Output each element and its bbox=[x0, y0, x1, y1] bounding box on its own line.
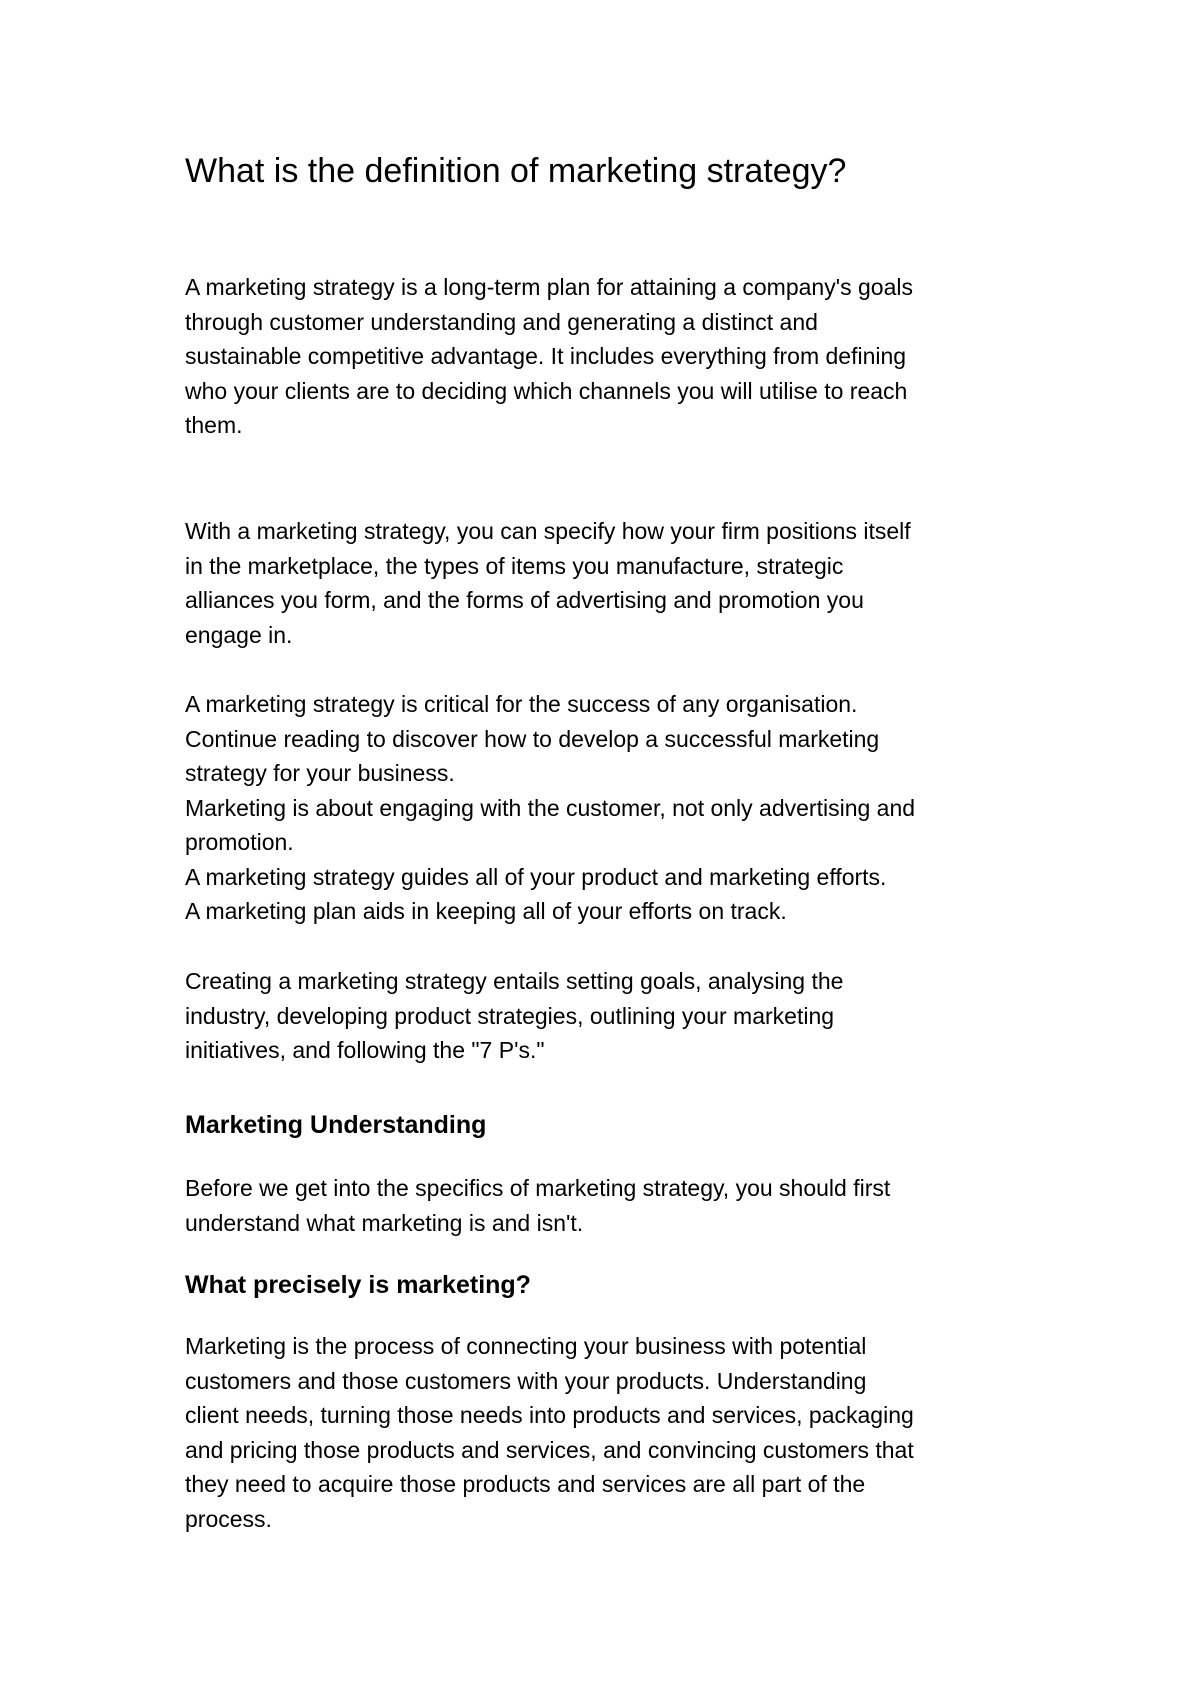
paragraph-line: process. bbox=[185, 1505, 272, 1532]
paragraph-line: strategy for your business. bbox=[185, 760, 455, 786]
section-heading-marketing-understanding: Marketing Understanding bbox=[185, 1111, 487, 1139]
paragraph-line: customers and those customers with your products. Understanding bbox=[185, 1367, 867, 1394]
page-title: What is the definition of marketing strategy? bbox=[185, 152, 847, 190]
paragraph-line: engage in. bbox=[185, 621, 293, 648]
paragraph-line: A marketing strategy guides all of your product and marketing efforts. bbox=[185, 863, 887, 890]
paragraph-line: in the marketplace, the types of items you manufacture, strategic bbox=[185, 552, 844, 579]
section-heading-what-is-marketing: What precisely is marketing? bbox=[185, 1271, 531, 1299]
paragraph-line: initiatives, and following the "7 P's." bbox=[185, 1037, 545, 1063]
paragraph-line: alliances you form, and the forms of advertising and promotion you bbox=[185, 587, 864, 613]
paragraph-line: A marketing strategy is a long-term plan for attaining a company's goals bbox=[185, 274, 913, 300]
paragraph-line: With a marketing strategy, you can specify how your firm positions itself bbox=[185, 518, 911, 544]
paragraph-line: who your clients are to deciding which channels you will utilise to reach bbox=[185, 377, 908, 404]
paragraph-positioning bbox=[185, 514, 1055, 652]
paragraph-definition bbox=[185, 270, 1055, 443]
paragraph-line: sustainable competitive advantage. It includes everything from defining bbox=[185, 343, 907, 369]
paragraph-line: Creating a marketing strategy entails setting goals, analysing the bbox=[185, 968, 844, 994]
paragraph-line: Before we get into the specifics of marketing strategy, you should first bbox=[185, 1175, 891, 1201]
paragraph-understanding bbox=[185, 1171, 1055, 1240]
paragraph-line: client needs, turning those needs into products and services, packaging bbox=[185, 1402, 914, 1428]
paragraph-creating bbox=[185, 964, 1055, 1068]
paragraph-line: through customer understanding and generating a distinct and bbox=[185, 308, 818, 335]
paragraph-line: Marketing is about engaging with the customer, not only advertising and bbox=[185, 794, 916, 821]
paragraph-line: Continue reading to discover how to develop a successful marketing bbox=[185, 725, 880, 752]
paragraph-line: A marketing plan aids in keeping all of your efforts on track. bbox=[185, 898, 787, 924]
paragraph-line: Marketing is the process of connecting your business with potential bbox=[185, 1333, 867, 1359]
paragraph-line: A marketing strategy is critical for the success of any organisation. bbox=[185, 691, 858, 717]
paragraph-importance bbox=[185, 687, 1055, 929]
paragraph-what-is-marketing bbox=[185, 1329, 1055, 1536]
paragraph-line: and pricing those products and services, and convincing customers that bbox=[185, 1436, 914, 1463]
paragraph-line: promotion. bbox=[185, 829, 294, 855]
paragraph-line: understand what marketing is and isn't. bbox=[185, 1209, 584, 1236]
paragraph-line: industry, developing product strategies, outlining your marketing bbox=[185, 1002, 835, 1029]
paragraph-line: they need to acquire those products and services are all part of the bbox=[185, 1471, 866, 1497]
paragraph-line: them. bbox=[185, 412, 243, 438]
